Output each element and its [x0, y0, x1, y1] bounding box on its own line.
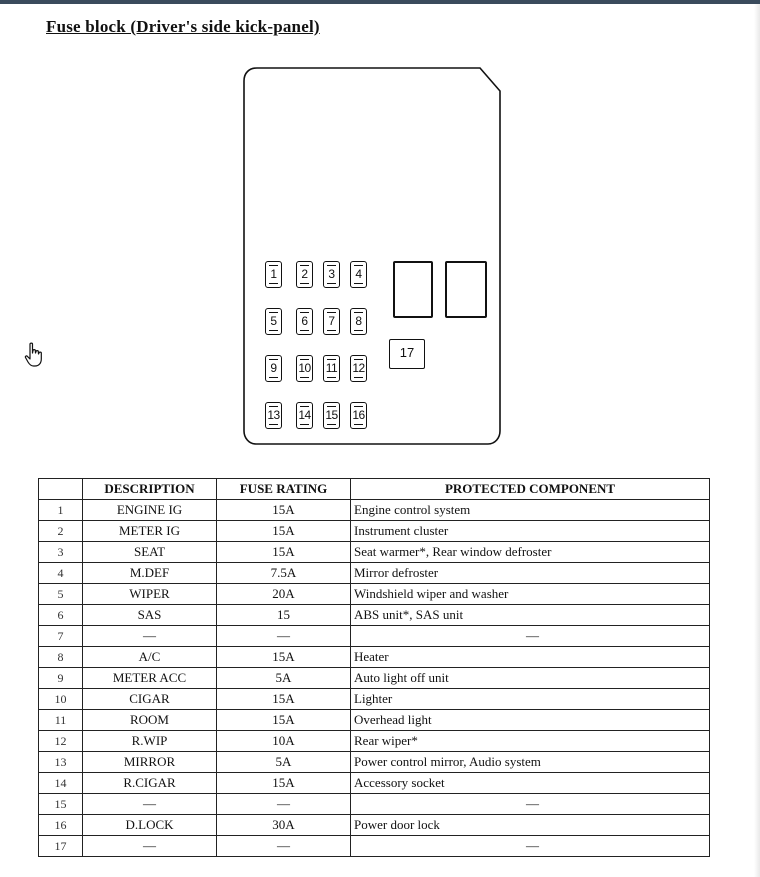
fuse-number: 16	[39, 815, 83, 836]
header-fuse-rating: FUSE RATING	[217, 479, 351, 500]
fuse-number: 17	[39, 836, 83, 857]
table-row	[39, 836, 710, 857]
fuse-number: 3	[39, 542, 83, 563]
table-row	[39, 563, 710, 584]
fuse-number: 2	[39, 521, 83, 542]
fuse-description: A/C	[83, 647, 217, 668]
table-row	[39, 752, 710, 773]
fuse-number: 5	[39, 584, 83, 605]
fuse-1: 1	[265, 261, 282, 288]
fuse-rating: 15A	[217, 689, 351, 710]
protected-component: Engine control system	[351, 500, 710, 521]
page-edge-shadow	[754, 4, 760, 877]
fuse-description: SEAT	[83, 542, 217, 563]
fuse-12: 12	[350, 355, 367, 382]
protected-component: Overhead light	[351, 710, 710, 731]
fuse-rating: 10A	[217, 731, 351, 752]
table-row	[39, 626, 710, 647]
fuse-rating: 15A	[217, 773, 351, 794]
protected-component: —	[351, 626, 710, 647]
fuse-description: MIRROR	[83, 752, 217, 773]
fuse-description: D.LOCK	[83, 815, 217, 836]
fuse-rating: 20A	[217, 584, 351, 605]
fuse-rating: 7.5A	[217, 563, 351, 584]
protected-component: Power door lock	[351, 815, 710, 836]
header-description: DESCRIPTION	[83, 479, 217, 500]
header-protected-component: PROTECTED COMPONENT	[351, 479, 710, 500]
fuse-number: 6	[39, 605, 83, 626]
fuse-14: 14	[296, 402, 313, 429]
table-row	[39, 689, 710, 710]
fuse-rating: 5A	[217, 668, 351, 689]
page-title: Fuse block (Driver's side kick-panel)	[46, 17, 320, 36]
protected-component: ABS unit*, SAS unit	[351, 605, 710, 626]
protected-component: Heater	[351, 647, 710, 668]
protected-component: Mirror defroster	[351, 563, 710, 584]
fuse-17: 17	[389, 339, 425, 369]
protected-component: Rear wiper*	[351, 731, 710, 752]
fuse-number: 13	[39, 752, 83, 773]
protected-component: Auto light off unit	[351, 668, 710, 689]
fuse-description: —	[83, 794, 217, 815]
fuse-2: 2	[296, 261, 313, 288]
fuse-rating: —	[217, 794, 351, 815]
fuse-rating: 5A	[217, 752, 351, 773]
fuse-rating: 15	[217, 605, 351, 626]
fuse-5: 5	[265, 308, 282, 335]
table-header-row	[39, 479, 710, 500]
table-row	[39, 605, 710, 626]
fuse-rating: 15A	[217, 521, 351, 542]
fuse-number: 1	[39, 500, 83, 521]
fuse-16: 16	[350, 402, 367, 429]
fuse-rating: 30A	[217, 815, 351, 836]
fuse-number: 9	[39, 668, 83, 689]
fuse-6: 6	[296, 308, 313, 335]
fuse-number: 14	[39, 773, 83, 794]
protected-component: Power control mirror, Audio system	[351, 752, 710, 773]
fuse-15: 15	[323, 402, 340, 429]
fuse-7: 7	[323, 308, 340, 335]
fuse-description: ROOM	[83, 710, 217, 731]
table-row	[39, 542, 710, 563]
protected-component: Accessory socket	[351, 773, 710, 794]
fuse-rating: 15A	[217, 542, 351, 563]
fuse-10: 10	[296, 355, 313, 382]
protected-component: —	[351, 836, 710, 857]
protected-component: Windshield wiper and washer	[351, 584, 710, 605]
fuse-3: 3	[323, 261, 340, 288]
table-row	[39, 710, 710, 731]
table-row	[39, 647, 710, 668]
window-top-border	[0, 0, 760, 4]
fuse-block-diagram	[243, 67, 501, 445]
fuse-11: 11	[323, 355, 340, 382]
fuse-number: 4	[39, 563, 83, 584]
table-row	[39, 731, 710, 752]
table-row	[39, 815, 710, 836]
protected-component: Seat warmer*, Rear window defroster	[351, 542, 710, 563]
fuse-description: —	[83, 626, 217, 647]
table-row	[39, 584, 710, 605]
fuse-description: ENGINE IG	[83, 500, 217, 521]
fuse-13: 13	[265, 402, 282, 429]
table-row	[39, 668, 710, 689]
fuse-8: 8	[350, 308, 367, 335]
fuse-description: WIPER	[83, 584, 217, 605]
fuse-description: METER IG	[83, 521, 217, 542]
table-row	[39, 794, 710, 815]
fuse-description: SAS	[83, 605, 217, 626]
fuse-rating: —	[217, 626, 351, 647]
fuse-rating: —	[217, 836, 351, 857]
fuse-table	[38, 478, 710, 857]
fuse-rating: 15A	[217, 500, 351, 521]
fuse-block-outline	[243, 67, 501, 445]
table-row	[39, 500, 710, 521]
fuse-number: 12	[39, 731, 83, 752]
fuse-number: 15	[39, 794, 83, 815]
fuse-description: METER ACC	[83, 668, 217, 689]
fuse-description: —	[83, 836, 217, 857]
fuse-number: 8	[39, 647, 83, 668]
table-row	[39, 521, 710, 542]
fuse-rating: 15A	[217, 647, 351, 668]
fuse-number: 7	[39, 626, 83, 647]
fuse-number: 11	[39, 710, 83, 731]
protected-component: Lighter	[351, 689, 710, 710]
fuse-4: 4	[350, 261, 367, 288]
fuse-description: R.WIP	[83, 731, 217, 752]
relay-socket-left	[393, 261, 433, 318]
protected-component: Instrument cluster	[351, 521, 710, 542]
header-number	[39, 479, 83, 500]
fuse-9: 9	[265, 355, 282, 382]
relay-socket-right	[445, 261, 487, 318]
protected-component: —	[351, 794, 710, 815]
fuse-rating: 15A	[217, 710, 351, 731]
fuse-number: 10	[39, 689, 83, 710]
table-row	[39, 773, 710, 794]
hand-pointer-icon	[24, 342, 44, 368]
fuse-description: CIGAR	[83, 689, 217, 710]
fuse-description: M.DEF	[83, 563, 217, 584]
fuse-description: R.CIGAR	[83, 773, 217, 794]
